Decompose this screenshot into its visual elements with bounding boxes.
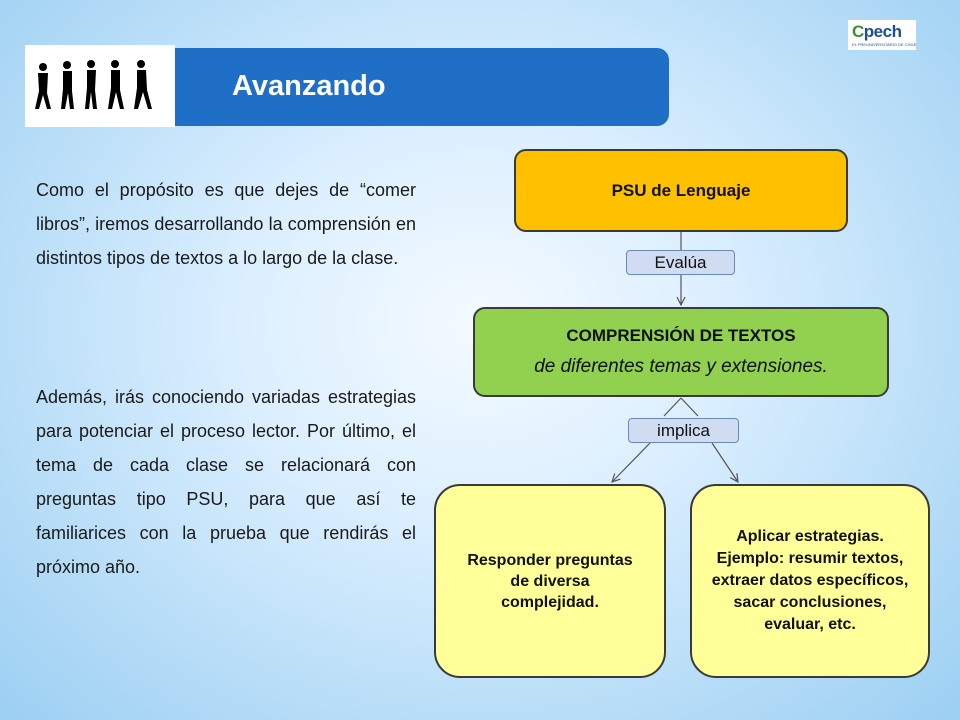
comprension-subtitle: de diferentes temas y extensiones. bbox=[534, 356, 828, 377]
strategies-paragraph: Además, irás conociendo variadas estrategias para potenciar el proceso lector. Por último, el tema de cada clase se relacionará con preguntas tipo PSU, para que así te familiarices con la prueba que rendirás el próximo año. bbox=[36, 387, 416, 577]
aplicar-box bbox=[690, 484, 930, 678]
arrow-to-aplicar bbox=[712, 443, 738, 482]
logo-tagline: EL PREUNIVERSITARIO DE CHILE bbox=[852, 42, 917, 47]
intro-paragraph: Como el propósito es que dejes de “comer libros”, iremos desarrollando la comprensión en distintos tipos de textos a lo largo de la clase. bbox=[36, 180, 416, 268]
comprension-box bbox=[473, 307, 889, 397]
responder-text: Responder preguntas de diversa complejidad. bbox=[467, 551, 633, 611]
psu-lenguaje-box bbox=[514, 149, 848, 232]
branch-top bbox=[664, 398, 698, 416]
logo-wordmark: Cpech bbox=[852, 22, 902, 41]
aplicar-text: Aplicar estrategias. Ejemplo: resumir textos, extraer datos específicos, sacar conclusiones, evaluar, etc. bbox=[711, 528, 909, 633]
implica-link-label: implica bbox=[628, 418, 739, 443]
comprension-title: COMPRENSIÓN DE TEXTOS bbox=[566, 326, 796, 345]
psu-lenguaje-label: PSU de Lenguaje bbox=[611, 180, 751, 200]
responder-box bbox=[434, 484, 666, 678]
evalua-link-label: Evalúa bbox=[626, 250, 735, 275]
page-title: Avanzando bbox=[232, 70, 386, 102]
arrow-to-responder bbox=[612, 443, 650, 482]
